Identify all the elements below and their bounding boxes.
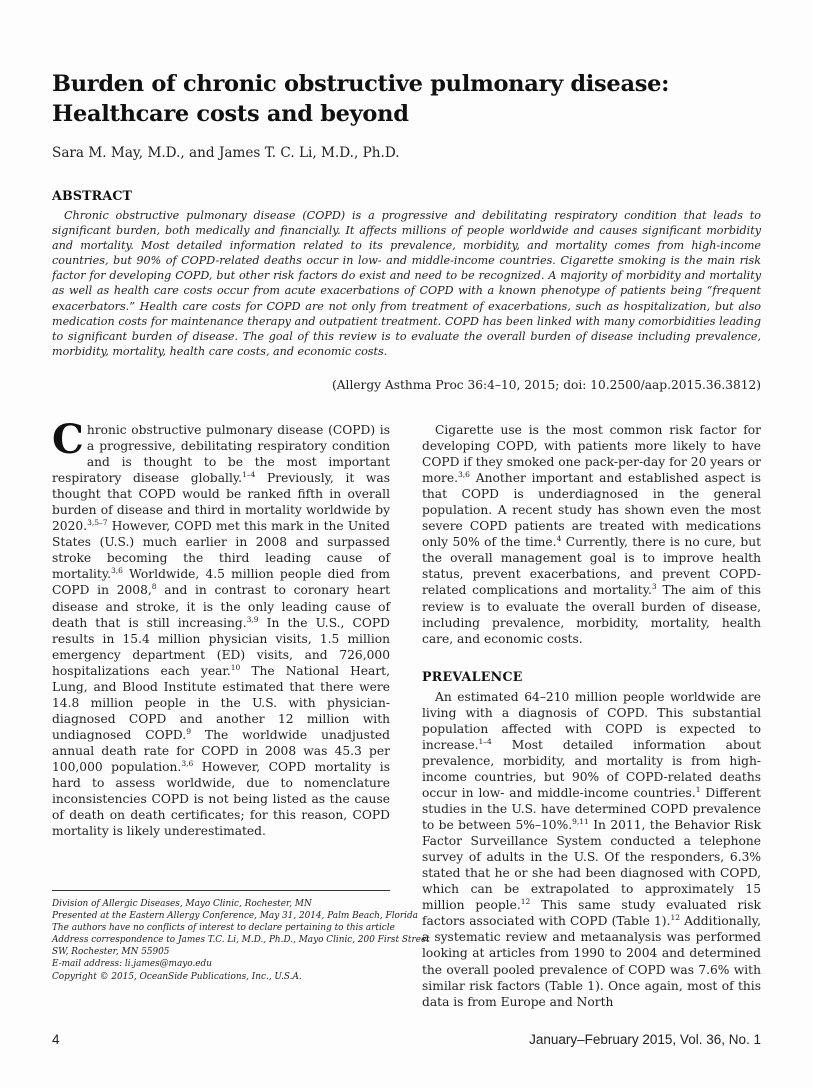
citation-ref: 12	[670, 913, 681, 923]
citation-ref: 1	[695, 784, 701, 794]
page-number: 4	[52, 1032, 60, 1047]
journal-issue: January–February 2015, Vol. 36, No. 1	[529, 1032, 761, 1047]
citation-ref: 10	[230, 662, 241, 672]
article-title	[52, 69, 669, 129]
footnote-affiliation: Division of Allergic Diseases, Mayo Clinic, Rochester, MN	[52, 899, 312, 909]
citation-ref: 3,6	[181, 758, 194, 768]
citation-ref: 1–4	[242, 470, 256, 480]
footnote-presented: Presented at the Eastern Allergy Conference, May 31, 2014, Palm Beach, Florida	[52, 911, 418, 922]
footnote-address: Address correspondence to James T.C. Li, M.D., Ph.D., Mayo Clinic, 200 First Street	[52, 935, 430, 946]
citation-ref: 3,6	[458, 470, 470, 480]
section-heading-prevalence: PREVALENCE	[422, 668, 523, 684]
citation-ref: 3,5–7	[87, 518, 108, 528]
abstract-text: Chronic obstructive pulmonary disease (COPD) is a progressive and debilitating respiratory condition that leads to significant burden, both medically and financially. It affects millions of people worldwide and causes significant morbidity and mortality. Most detailed information related to its prevalence, morbidity, and mortality comes from high-income countries, but 90% of COPD-related deaths occur in low- and middle-income countries. Cigarette smoking is the main risk factor for developing COPD, but other risk factors do exist and need to be recognized. A majority of morbidity and mortality as well as health care costs occur from acute exacerbations of COPD with a known phenotype of patients being “frequent exacerbators.” Health care costs for COPD are not only from treatment of exacerbations, such as hospitalization, but also medication costs for maintenance therapy and outpatient treatment. COPD has been linked with many comorbidities leading to significant burden of disease. The goal of this review is to evaluate the overall burden of disease including prevalence, morbidity, mortality, health care costs, and economic costs.	[52, 209, 761, 358]
footnote-email: E-mail address: li.james@mayo.edu	[52, 959, 212, 970]
citation-ref: 9,11	[572, 817, 589, 827]
authors: Sara M. May, M.D., and James T. C. Li, M.D., Ph.D.	[52, 145, 400, 161]
citation-ref: 3,6	[111, 566, 123, 576]
intro-paragraph-2: Cigarette use is the most common risk factor for developing COPD, with patients more likely to have COPD if they smoked one pack-per-day for 20 years or more.$^{3,6}$ Another important and established aspect is that COPD is underdiagnosed in the general population. A recent study has shown even the most severe COPD patients are treated with medications only 50% of the time.$^4$ Currently, there is no cure, but the overall management goal is to improve health status, prevent exacerbations, and prevent COPD-related complications and mortality.$^3$ The aim of this review is to evaluate the overall burden of disease, including prevalence, morbidity, mortality, health care, and economic costs.	[422, 423, 762, 646]
citation-ref: 3,9	[246, 614, 259, 624]
title-line-2: Healthcare costs and beyond	[52, 101, 409, 127]
title-line-1: Burden of chronic obstructive pulmonary disease:	[52, 71, 670, 97]
footnotes	[52, 898, 430, 983]
drop-cap: C	[52, 416, 84, 463]
footnote-conflicts: The authors have no conflicts of interest to declare pertaining to this article	[52, 923, 395, 934]
prevalence-paragraph: An estimated 64–210 million people worldwide are living with a diagnosis of COPD. This substantial population affected with COPD is expected to increase.$^{1-4}$ Most detailed information about prevalence, morbidity, and mortality is from high-income countries, but 90% of COPD-related deaths occur in low- and middle-income countries.$^1$ Different studies in the U.S. have determined COPD prevalence to be between 5%–10%.$^{9,11}$ In 2011, the Behavior Risk Factor Surveillance System conducted a telephone survey of adults in the U.S. Of the responders, 6.3% stated that he or she had been diagnosed with COPD, which can be extrapolated to approximately 15 million people.$^{12}$ This same study evaluated risk factors associated with COPD (Table 1).$^{12}$ Additionally, a systematic review and metaanalysis was performed looking at articles from 1990 to 2004 and determined the overall pooled prevalence of COPD was 7.6% with similar risk factors (Table 1). Once again, most of this data is from Europe and North	[422, 689, 761, 1009]
abstract-body	[52, 208, 761, 359]
body-column-left	[52, 416, 390, 839]
body-column-right	[422, 422, 761, 1010]
citation-ref: 4	[556, 534, 562, 544]
footnote-address-cont: SW, Rochester, MN 55905	[52, 947, 170, 958]
intro-paragraph: Chronic obstructive pulmonary disease (COPD) is a progressive, debilitating respiratory condition and is thought to be the most important respiratory disease globally.$^{1-4}$ Previously, it was thought that COPD would be ranked fifth in overall burden of disease and third in mortality worldwide by 2020.$^{3,5-7}$ However, COPD met this mark in the United States (U.S.) much earlier in 2008 and surpassed stroke becoming the third leading cause of mortality.$^{3,6}$ Worldwide, 4.5 million people died from COPD in 2008,$^8$ and in contrast to coronary heart disease and stroke, it is the only leading cause of death that is still increasing.$^{3,9}$ In the U.S., COPD results in 15.4 million physician visits, 1.5 million emergency department (ED) visits, and 726,000 hospitalizations each year.$^{10}$ The National Heart, Lung, and Blood Institute estimated that there were 14.8 million people in the U.S. with physician-diagnosed COPD and another 12 million with undiagnosed COPD.$^9$ The worldwide unadjusted annual death rate for COPD in 2008 was 45.3 per 100,000 population.$^{3,6}$ However, COPD mortality is hard to assess worldwide, due to nomenclature inconsistencies COPD is not being listed as the cause of death on death certificates; for this reason, COPD mortality is likely underestimated.	[52, 416, 390, 839]
citation-ref: 3	[651, 582, 657, 592]
citation-ref: 1–4	[478, 736, 492, 746]
citation: (Allergy Asthma Proc 36:4–10, 2015; doi: 10.2500/aap.2015.36.3812)	[331, 378, 761, 392]
citation-ref: 9	[186, 726, 191, 736]
footnote-copyright: Copyright © 2015, OceanSide Publications, Inc., U.S.A.	[52, 971, 302, 982]
footnote-divider	[52, 890, 390, 891]
citation-ref: 8	[151, 582, 157, 592]
citation-ref: 12	[520, 897, 531, 907]
abstract-heading: ABSTRACT	[52, 188, 133, 203]
